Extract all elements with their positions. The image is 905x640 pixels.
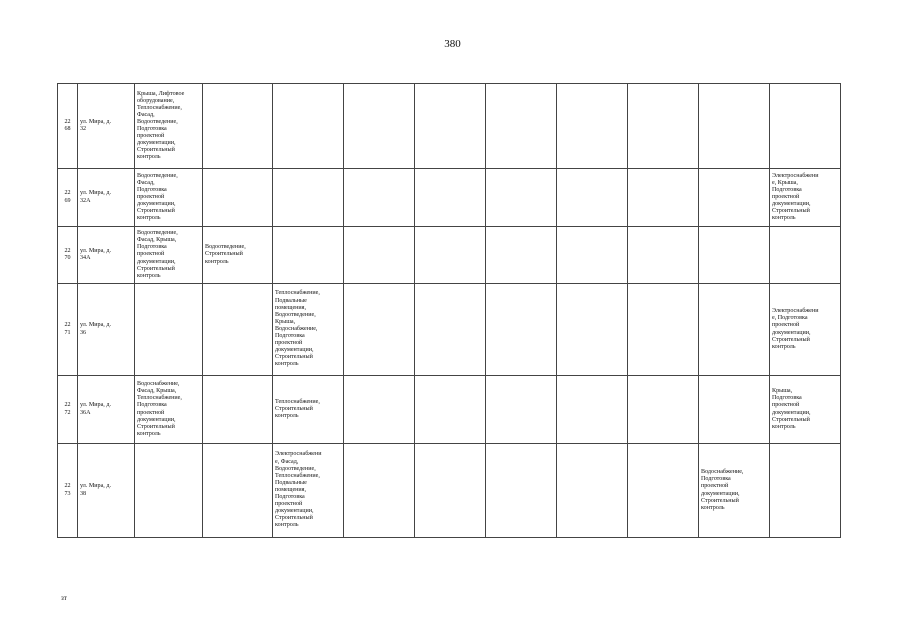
work-cell bbox=[557, 227, 628, 284]
work-cell bbox=[415, 444, 486, 538]
work-cell bbox=[486, 169, 557, 227]
work-cell bbox=[486, 444, 557, 538]
work-cell bbox=[557, 376, 628, 444]
work-cell bbox=[770, 444, 841, 538]
work-cell bbox=[486, 284, 557, 376]
table-row bbox=[58, 227, 841, 284]
work-cell bbox=[273, 84, 344, 169]
work-cell bbox=[486, 227, 557, 284]
work-cell: Водоотведение, Фасад, Крыша, Подготовка проектной документации, Строительный контроль bbox=[135, 227, 203, 284]
row-number: 22 69 bbox=[58, 169, 78, 227]
row-number: 22 72 bbox=[58, 376, 78, 444]
work-cell bbox=[415, 284, 486, 376]
work-cell bbox=[486, 376, 557, 444]
address-cell: ул. Мира, д. 32 bbox=[78, 84, 135, 169]
work-cell bbox=[344, 84, 415, 169]
work-cell bbox=[699, 376, 770, 444]
work-cell bbox=[203, 444, 273, 538]
work-cell bbox=[344, 284, 415, 376]
row-number: 22 70 bbox=[58, 227, 78, 284]
work-cell bbox=[699, 284, 770, 376]
work-cell bbox=[203, 376, 273, 444]
work-cell: Теплоснабжение, Подвальные помещения, Водоотведение, Крыша, Водоснабжение, Подготовка проектной документации, Строительный контроль bbox=[273, 284, 344, 376]
work-cell bbox=[557, 444, 628, 538]
work-cell: Водоотведение, Строительный контроль bbox=[203, 227, 273, 284]
work-cell bbox=[699, 84, 770, 169]
work-cell bbox=[273, 169, 344, 227]
page-number: 380 bbox=[444, 38, 461, 50]
work-cell bbox=[203, 284, 273, 376]
work-cell: Крыша, Подготовка проектной документации, Строительный контроль bbox=[770, 376, 841, 444]
work-cell bbox=[344, 444, 415, 538]
work-cell bbox=[203, 169, 273, 227]
work-cell bbox=[135, 444, 203, 538]
footer-mark: зт bbox=[61, 594, 67, 602]
work-cell bbox=[203, 84, 273, 169]
work-cell bbox=[415, 84, 486, 169]
work-cell bbox=[628, 227, 699, 284]
work-cell bbox=[344, 376, 415, 444]
work-cell bbox=[273, 227, 344, 284]
work-cell: Теплоснабжение, Строительный контроль bbox=[273, 376, 344, 444]
row-number: 22 68 bbox=[58, 84, 78, 169]
table-row bbox=[58, 84, 841, 169]
table-row bbox=[58, 169, 841, 227]
address-cell: ул. Мира, д. 36 bbox=[78, 284, 135, 376]
work-cell: Водоснабжение, Фасад, Крыша, Теплоснабжение, Подготовка проектной документации, Строительный контроль bbox=[135, 376, 203, 444]
work-cell bbox=[344, 227, 415, 284]
work-cell: Водоснабжение, Подготовка проектной документации, Строительный контроль bbox=[699, 444, 770, 538]
work-cell bbox=[415, 376, 486, 444]
work-cell bbox=[415, 227, 486, 284]
row-number: 22 73 bbox=[58, 444, 78, 538]
work-cell bbox=[770, 227, 841, 284]
work-cell bbox=[135, 284, 203, 376]
work-cell bbox=[628, 444, 699, 538]
work-cell bbox=[415, 169, 486, 227]
address-cell: ул. Мира, д. 38 bbox=[78, 444, 135, 538]
work-cell: Электроснабжени е, Подготовка проектной документации, Строительный контроль bbox=[770, 284, 841, 376]
work-cell: Водоотведение, Фасад, Подготовка проектной документации, Строительный контроль bbox=[135, 169, 203, 227]
work-cell bbox=[628, 376, 699, 444]
address-cell: ул. Мира, д. 34А bbox=[78, 227, 135, 284]
work-cell bbox=[628, 169, 699, 227]
work-cell: Электроснабжени е, Крыша, Подготовка проектной документации, Строительный контроль bbox=[770, 169, 841, 227]
work-cell bbox=[628, 84, 699, 169]
work-cell: Электроснабжени е, Фасад, Водоотведение, Теплоснабжение, Подвальные помещения, Подготовка проектной документации, Строительный контроль bbox=[273, 444, 344, 538]
table-row bbox=[58, 444, 841, 538]
work-cell bbox=[699, 227, 770, 284]
works-table bbox=[57, 83, 841, 538]
work-cell bbox=[770, 84, 841, 169]
work-cell: Крыша, Лифтовое оборудование, Теплоснабжение, Фасад, Водоотведение, Подготовка проектной документации, Строительный контроль bbox=[135, 84, 203, 169]
work-cell bbox=[628, 284, 699, 376]
table-row bbox=[58, 376, 841, 444]
address-cell: ул. Мира, д. 36А bbox=[78, 376, 135, 444]
work-cell bbox=[557, 84, 628, 169]
table-row bbox=[58, 284, 841, 376]
work-cell bbox=[557, 284, 628, 376]
work-cell bbox=[344, 169, 415, 227]
work-cell bbox=[486, 84, 557, 169]
work-cell bbox=[699, 169, 770, 227]
address-cell: ул. Мира, д. 32А bbox=[78, 169, 135, 227]
row-number: 22 71 bbox=[58, 284, 78, 376]
work-cell bbox=[557, 169, 628, 227]
